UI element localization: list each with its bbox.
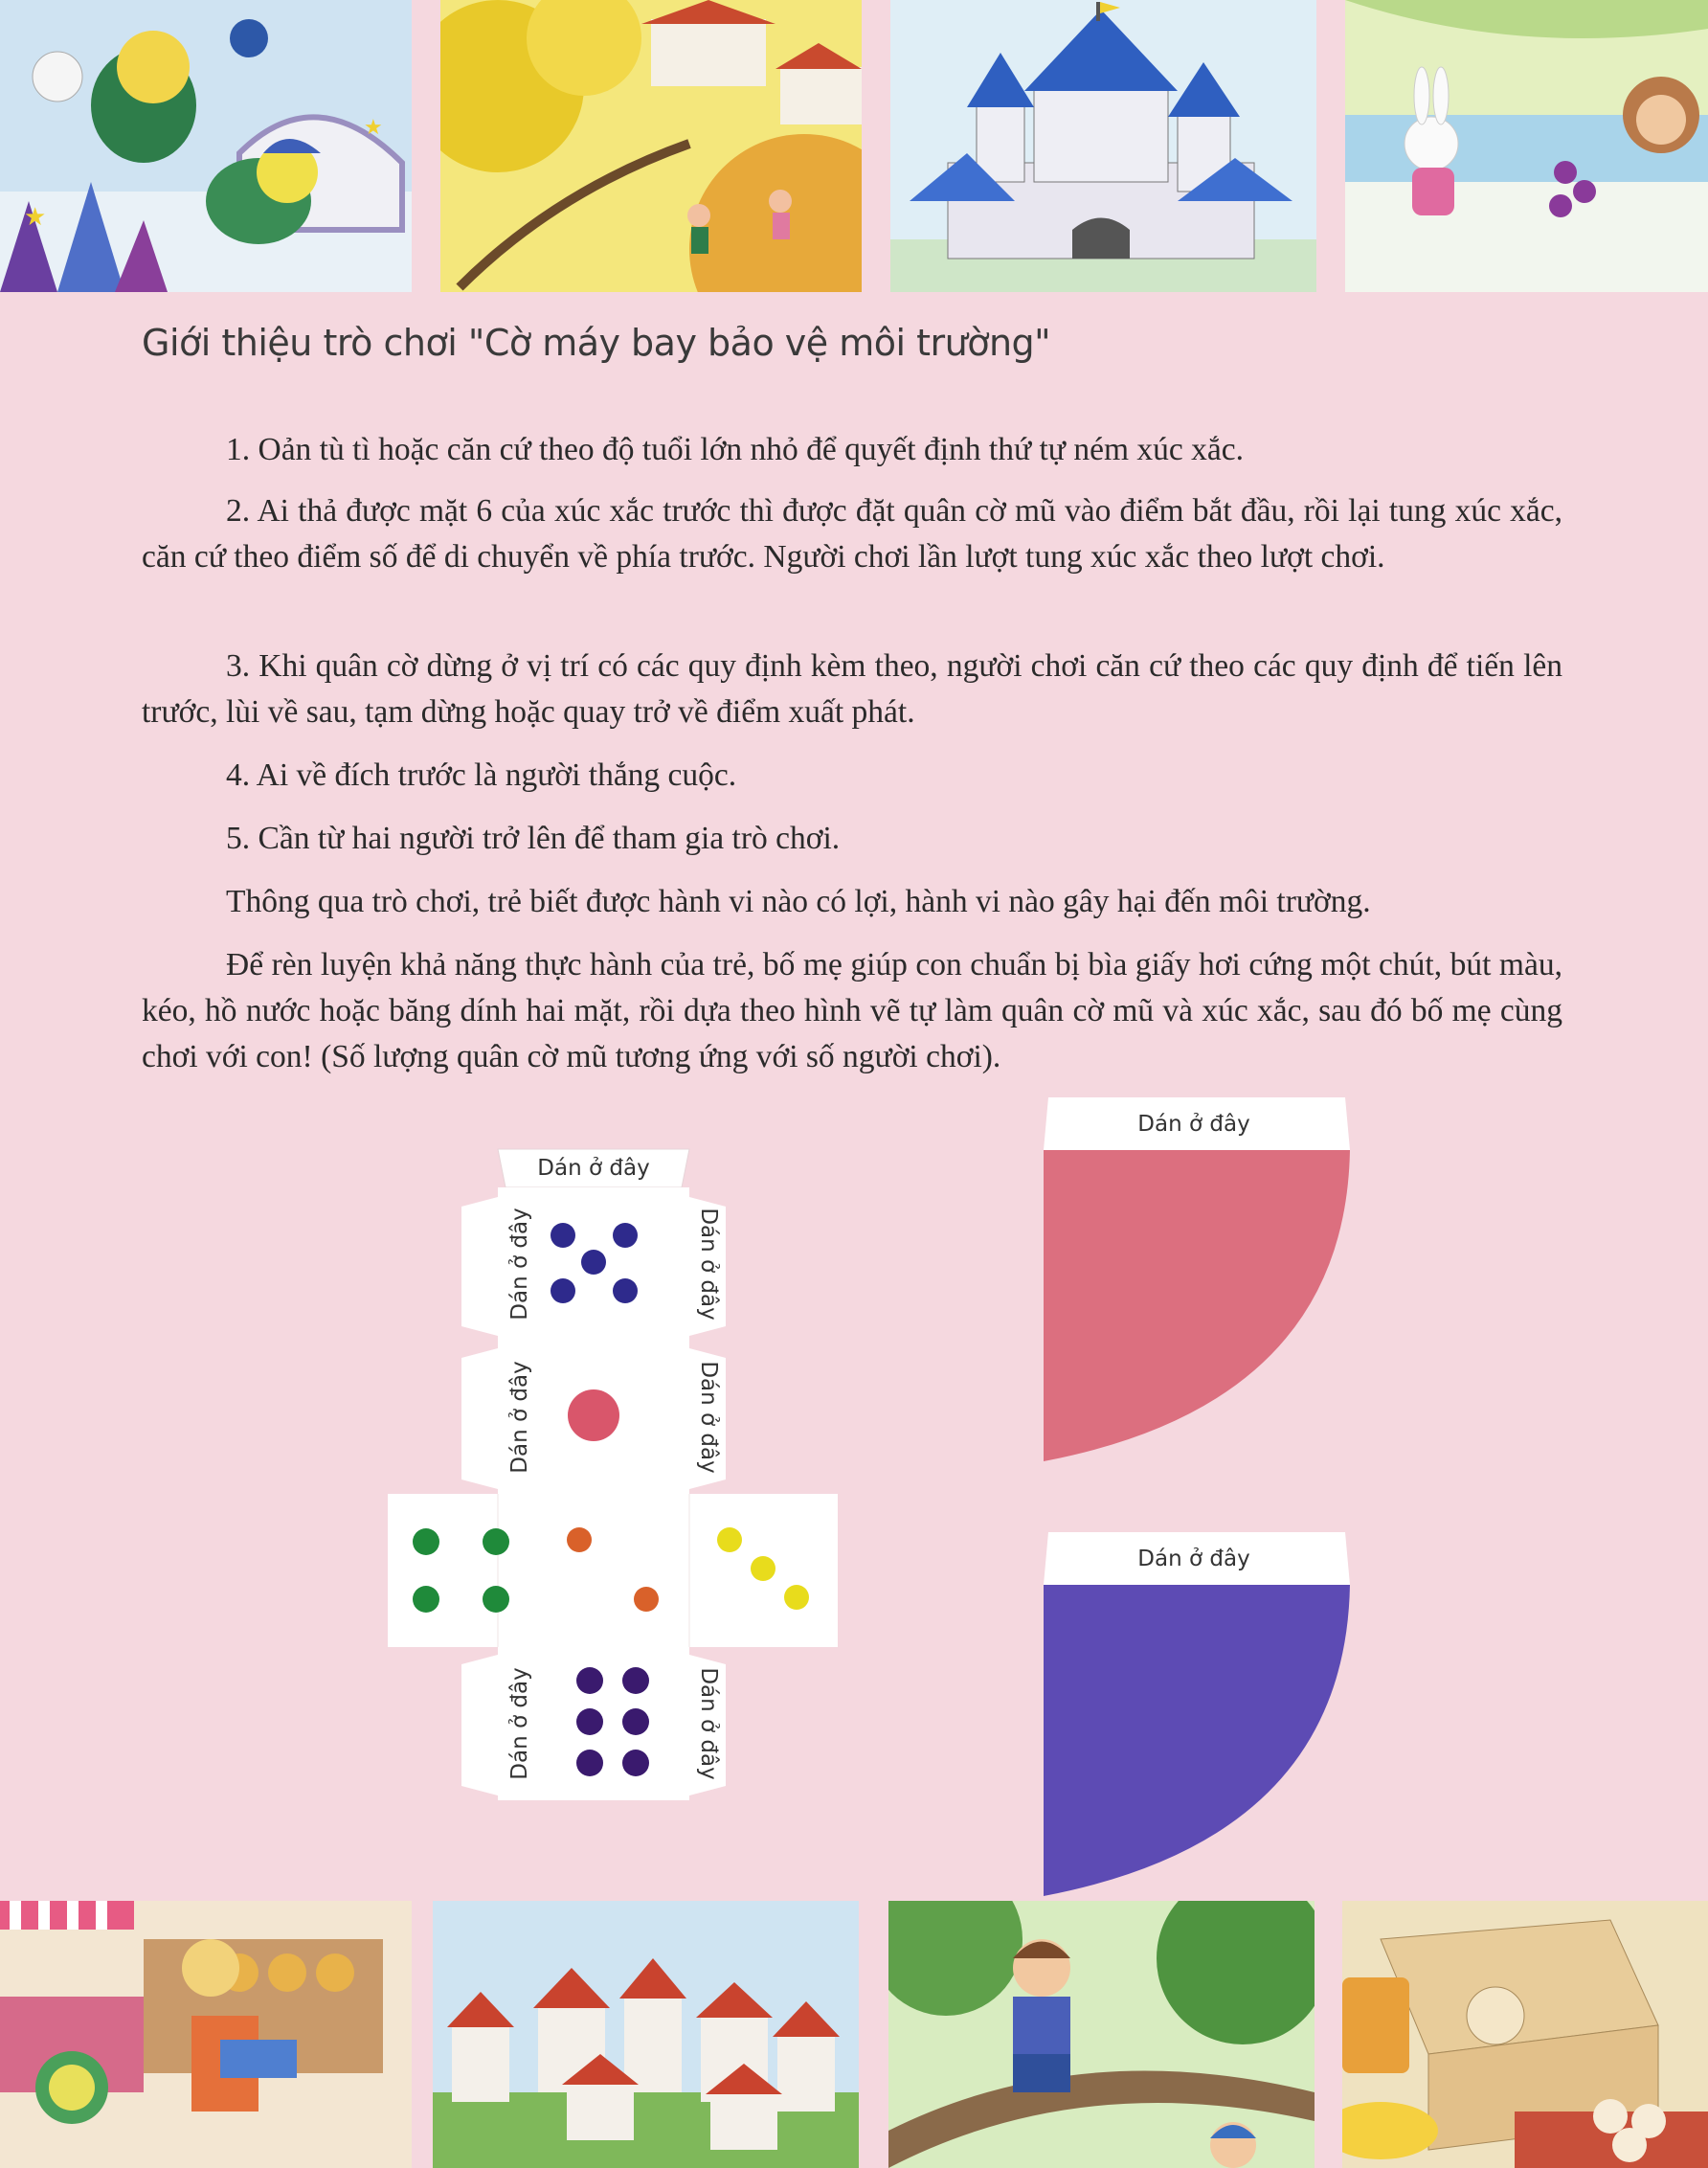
- game-purpose-text: Thông qua trò chơi, trẻ biết được hành vi nào có lợi, hành vi nào gây hại đến môi trường.: [226, 884, 1371, 919]
- glue-label: Dán ở đây: [696, 1208, 721, 1321]
- illustration-kitchen-box: [1342, 1901, 1708, 2168]
- illustration-autumn-village: [440, 0, 862, 292]
- illustration-castle: [890, 0, 1316, 292]
- page-title: Giới thiệu trò chơi "Cờ máy bay bảo vệ môi trường": [142, 322, 1051, 364]
- hat-cutout-pink: [1039, 1097, 1355, 1461]
- instructions-text: Để rèn luyện khả năng thực hành của trẻ, bố mẹ giúp con chuẩn bị bìa giấy hơi cứng một chút, bút màu, kéo, hồ nước hoặc băng dính hai mặt, rồi dựa theo hình vẽ tự làm quân cờ mũ và xúc xắc, sau đó bố mẹ cùng chơi với con! (Số lượng quân cờ mũ tương ứng với số người chơi).: [142, 947, 1562, 1074]
- top-illustration-strip: [0, 0, 1708, 292]
- rule-1: 1. Oản tù tì hoặc căn cứ theo độ tuổi lớn nhỏ để quyết định thứ tự ném xúc xắc.: [226, 432, 1244, 467]
- svg-text:★: ★: [364, 116, 383, 140]
- rule-4: 4. Ai về đích trước là người thắng cuộc.: [226, 757, 737, 793]
- hat-piece: [1044, 1585, 1350, 1896]
- illustration-turtles-bridge: [0, 0, 412, 292]
- illustration-rabbit-monkey: [1345, 0, 1708, 292]
- illustration-market-stall: [0, 1901, 412, 2168]
- rule-3: 3. Khi quân cờ dừng ở vị trí có các quy định kèm theo, người chơi căn cứ theo các quy định để tiến lên trước, lùi về sau, tạm dừng hoặc quay trở về điểm xuất phát.: [142, 648, 1562, 730]
- rule-2: 2. Ai thả được mặt 6 của xúc xắc trước thì được đặt quân cờ mũ vào điểm bắt đầu, rồi lại tung xúc xắc, căn cứ theo điểm số để di chuyển về phía trước. Người chơi lần lượt tung xúc xắc theo lượt chơi.: [142, 493, 1562, 575]
- rule-5: 5. Cần từ hai người trở lên để tham gia trò chơi.: [226, 821, 841, 856]
- glue-label: Dán ở đây: [507, 1667, 532, 1780]
- glue-label: Dán ở đây: [537, 1156, 650, 1181]
- glue-label: Dán ở đây: [696, 1361, 721, 1474]
- dice-net: [383, 1130, 843, 1810]
- illustration-village-houses: [433, 1901, 859, 2168]
- glue-label: Dán ở đây: [507, 1361, 532, 1474]
- pip-one: [568, 1389, 619, 1441]
- hat-piece: [1044, 1150, 1350, 1461]
- glue-label: Dán ở đây: [507, 1208, 532, 1321]
- glue-label: Dán ở đây: [1137, 1547, 1250, 1571]
- svg-text:★: ★: [24, 203, 47, 232]
- hat-cutout-purple: [1039, 1532, 1355, 1896]
- glue-label: Dán ở đây: [1137, 1112, 1250, 1137]
- illustration-boy-in-tree: [888, 1901, 1315, 2168]
- bottom-illustration-strip: [0, 1901, 1708, 2168]
- glue-label: Dán ở đây: [696, 1667, 721, 1780]
